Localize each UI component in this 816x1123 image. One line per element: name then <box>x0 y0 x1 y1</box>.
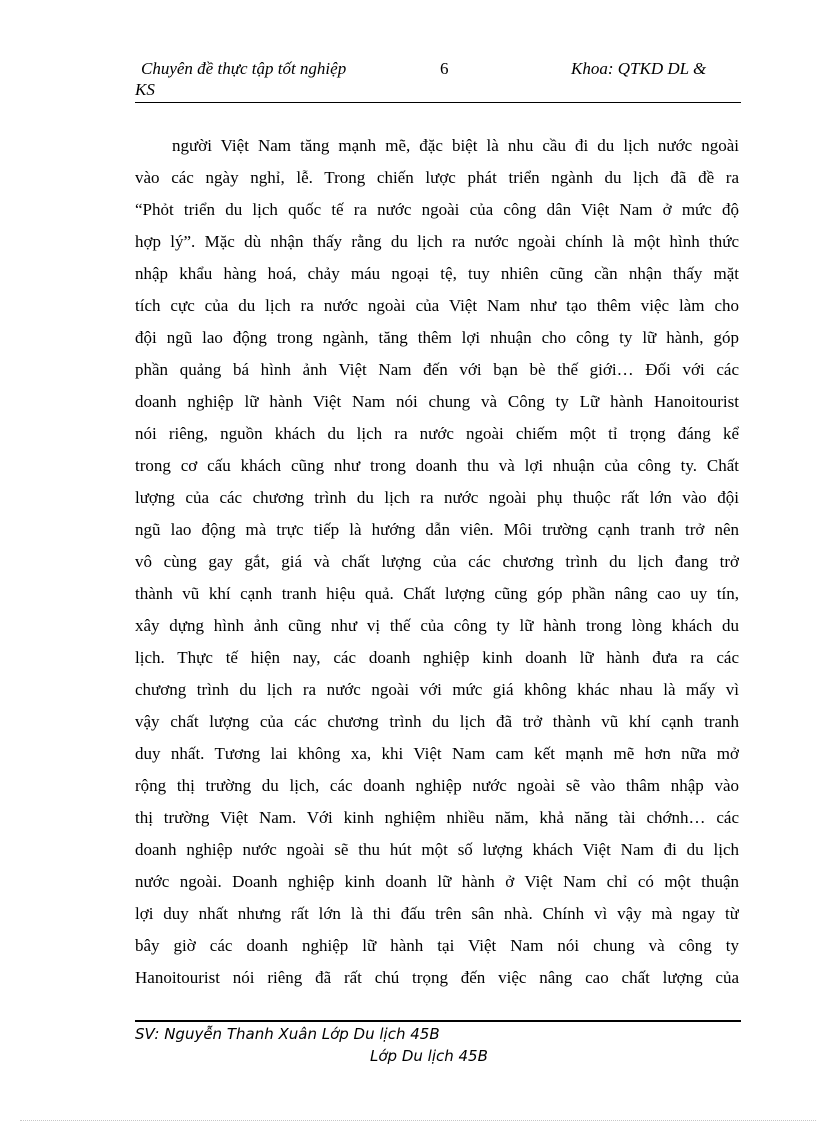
page-edge-divider <box>20 1120 816 1121</box>
text-line: vô cùng gay gắt, giá và chất lượng của các chương trình du lịch đang trở <box>135 552 739 571</box>
text-line: Hanoitourist nói riêng đã rất chú trọng đến việc nâng cao chất lượng của <box>135 968 739 987</box>
text-line: vậy chất lượng của các chương trình du lịch đã trở thành vũ khí cạnh tranh <box>135 712 739 731</box>
footer-class-line: Lớp Du lịch 45B <box>370 1047 488 1065</box>
text-line: doanh nghiệp nước ngoài sẽ thu hút một số lượng khách Việt Nam đi du lịch <box>135 840 739 859</box>
text-line: lượng của các chương trình du lịch ra nước ngoài phụ thuộc rất lớn vào đội <box>135 488 739 507</box>
body-paragraph <box>135 130 739 994</box>
header-rule <box>135 102 741 103</box>
footer-student-line: SV: Nguyễn Thanh Xuân Lớp Du lịch 45B <box>135 1025 440 1043</box>
text-line: vào các ngày nghỉ, lễ. Trong chiến lược phát triển ngành du lịch đã đề ra <box>135 168 739 187</box>
footer-rule <box>135 1020 741 1022</box>
text-line: doanh nghiệp lữ hành Việt Nam nói chung và Công ty Lữ hành Hanoitourist <box>135 392 739 411</box>
text-line: phần quảng bá hình ảnh Việt Nam đến với bạn bè thế giới… Đối với các <box>135 360 739 379</box>
text-line: lợi duy nhất nhưng rất lớn là thi đấu trên sân nhà. Chính vì vậy mà ngay từ <box>135 904 739 923</box>
header-faculty-continuation: KS <box>135 80 155 99</box>
text-line: “Phỏt triển du lịch quốc tế ra nước ngoài của công dân Việt Nam ở mức độ <box>135 200 739 219</box>
text-line: nói riêng, nguồn khách du lịch ra nước ngoài chiếm một tỉ trọng đáng kể <box>135 424 739 443</box>
text-line: đội ngũ lao động trong ngành, tăng thêm lợi nhuận cho công ty lữ hành, góp <box>135 328 739 347</box>
text-line: nhập khẩu hàng hoá, chảy máu ngoại tệ, tuy nhiên cũng cần nhận thấy mặt <box>135 264 739 283</box>
text-line: rộng thị trường du lịch, các doanh nghiệp nước ngoài sẽ vào thâm nhập vào <box>135 776 739 795</box>
header-report-title: Chuyên đề thực tập tốt nghiệp <box>141 59 347 78</box>
text-line: hợp lý”. Mặc dù nhận thấy rằng du lịch ra nước ngoài chính là một hình thức <box>135 232 739 251</box>
text-line: tích cực của du lịch ra nước ngoài của Việt Nam như tạo thêm việc làm cho <box>135 296 739 315</box>
header-page-number: 6 <box>440 59 449 78</box>
text-line: trong cơ cấu khách cũng như trong doanh thu và lợi nhuận của công ty. Chất <box>135 456 739 475</box>
text-line: thành vũ khí cạnh tranh hiệu quả. Chất lượng cũng góp phần nâng cao uy tín, <box>135 584 739 603</box>
text-line: nước ngoài. Doanh nghiệp kinh doanh lữ hành ở Việt Nam chỉ có một thuận <box>135 872 739 891</box>
page-header <box>135 58 741 103</box>
text-line: lịch. Thực tế hiện nay, các doanh nghiệp kinh doanh lữ hành đưa ra các <box>135 648 739 667</box>
text-line: người Việt Nam tăng mạnh mẽ, đặc biệt là nhu cầu đi du lịch nước ngoài <box>172 136 739 155</box>
text-line: chương trình du lịch ra nước ngoài với mức giá không khác nhau là mấy vì <box>135 680 739 699</box>
text-line: duy nhất. Tương lai không xa, khi Việt Nam cam kết mạnh mẽ hơn nữa mở <box>135 744 739 763</box>
text-line: thị trường Việt Nam. Với kinh nghiệm nhiều năm, khả năng tài chớnh… các <box>135 808 739 827</box>
text-line: ngũ lao động mà trực tiếp là hướng dẫn viên. Môi trường cạnh tranh trở nên <box>135 520 739 539</box>
header-faculty: Khoa: QTKD DL & <box>571 59 707 78</box>
text-line: bây giờ các doanh nghiệp lữ hành tại Việt Nam nói chung và công ty <box>135 936 739 955</box>
text-line: xây dựng hình ảnh cũng như vị thế của công ty lữ hành trong lòng khách du <box>135 616 739 635</box>
